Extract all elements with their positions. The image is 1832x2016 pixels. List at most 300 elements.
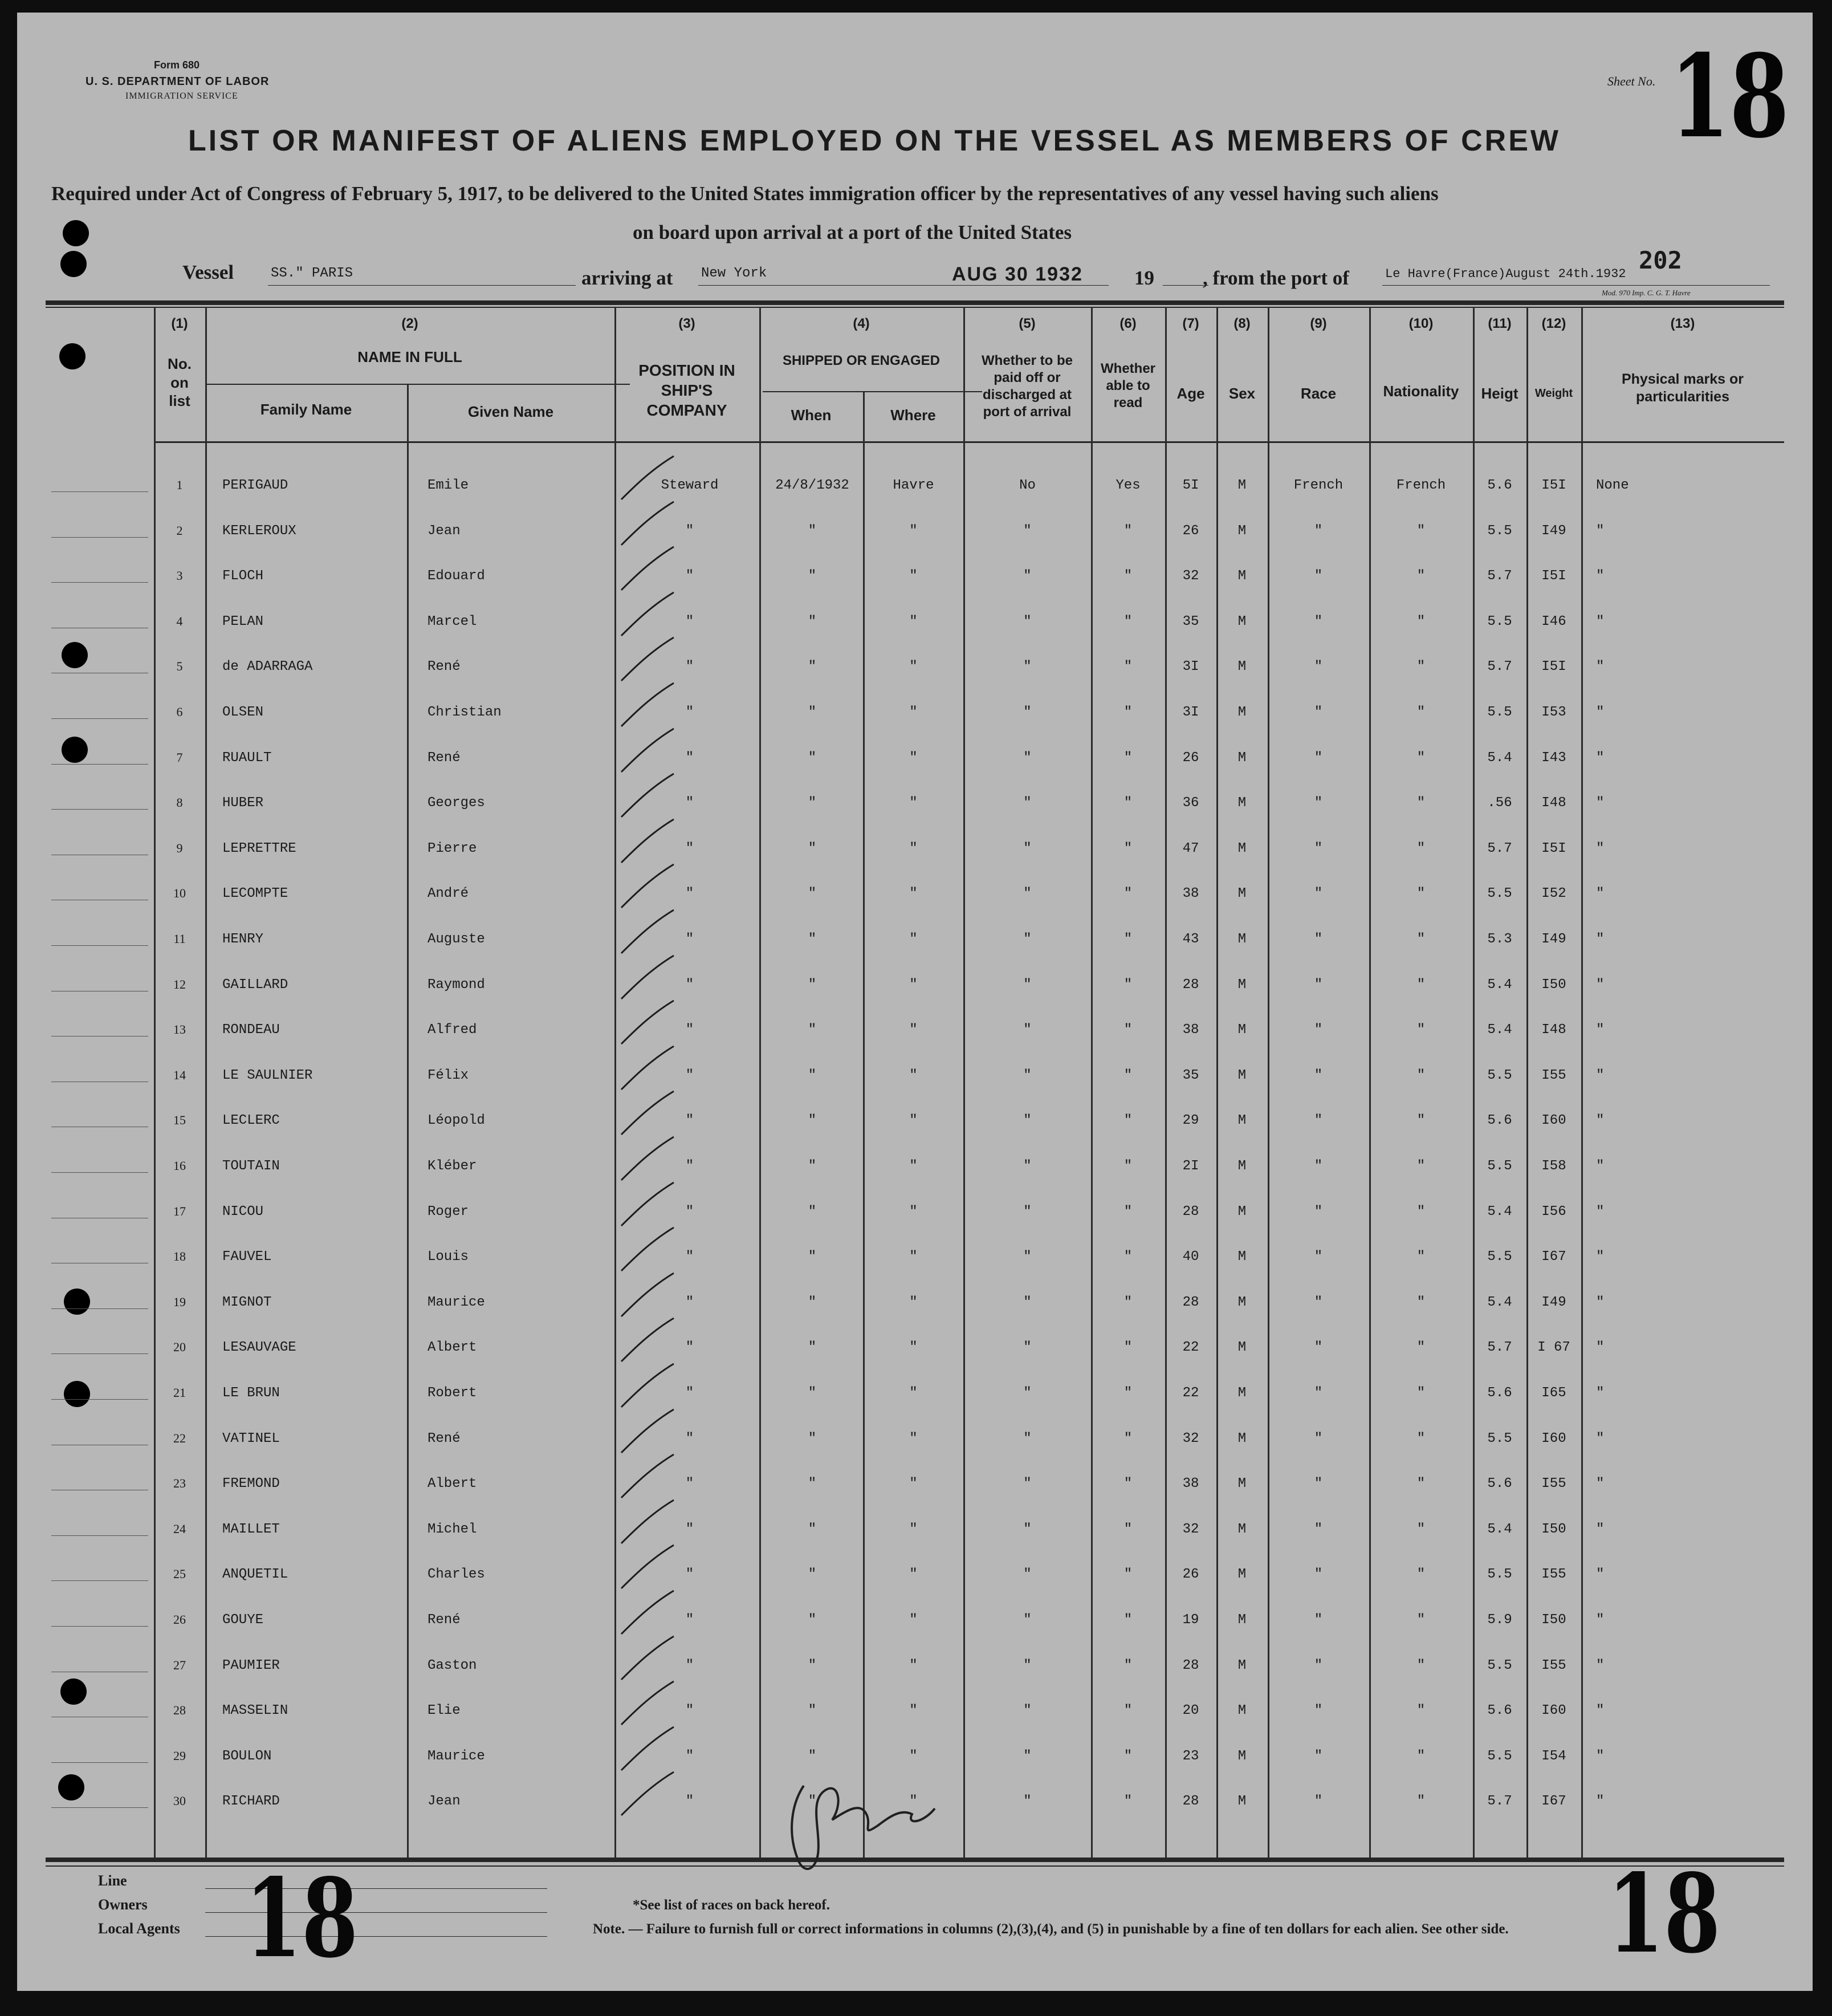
cell-no: 3 (176, 568, 183, 583)
check-mark-icon (617, 1497, 679, 1548)
col-1-header: No. on list (168, 355, 192, 409)
table-row (17, 1295, 1784, 1318)
cell-height: 5.6 (1487, 1385, 1512, 1401)
cell-position: " (685, 1159, 694, 1174)
cell-nationality: " (1416, 1794, 1426, 1810)
cell-when: " (808, 1794, 817, 1810)
cell-age: 23 (1182, 1748, 1199, 1764)
cell-weight: I60 (1541, 1703, 1566, 1719)
cell-when: " (808, 977, 817, 993)
cell-age: 28 (1182, 1294, 1199, 1310)
cell-age: 32 (1182, 1521, 1199, 1537)
col-8-number: (8) (1233, 316, 1251, 331)
check-mark-icon (617, 543, 679, 595)
cell-read: " (1123, 523, 1133, 539)
cell-family: VATINEL (222, 1430, 280, 1446)
cell-paid-off: " (1023, 568, 1032, 584)
cell-race: " (1314, 1385, 1323, 1401)
cell-read: " (1123, 1476, 1133, 1492)
cell-when: " (808, 523, 817, 539)
cell-given: Charles (428, 1567, 485, 1583)
col-2b-header: Given Name (467, 403, 554, 420)
cell-height: 5.7 (1487, 1340, 1512, 1356)
cell-weight: I50 (1541, 977, 1566, 993)
cell-given: Georges (428, 795, 485, 811)
cell-given: Robert (428, 1385, 477, 1401)
cell-no: 11 (173, 932, 186, 946)
cell-paid-off: " (1023, 1067, 1032, 1083)
col-6-number: (6) (1119, 316, 1137, 331)
cell-family: KERLEROUX (222, 523, 296, 539)
cell-sex: M (1237, 523, 1247, 539)
cell-where: Havre (893, 478, 934, 493)
table-row (17, 568, 1784, 591)
cell-family: HENRY (222, 932, 264, 947)
check-mark-icon (617, 1724, 679, 1775)
cell-weight: I43 (1541, 750, 1566, 766)
cell-nationality: " (1416, 840, 1426, 856)
cell-sex: M (1237, 1294, 1247, 1310)
cell-position: " (685, 1794, 694, 1810)
cell-where: " (909, 1567, 918, 1583)
cell-position: " (685, 1340, 694, 1356)
cell-race: " (1314, 750, 1323, 766)
col-7-number: (7) (1182, 316, 1199, 331)
cell-weight: I 67 (1537, 1340, 1570, 1356)
cell-read: " (1123, 1022, 1133, 1038)
cell-sex: M (1237, 1340, 1247, 1356)
cell-race: " (1314, 659, 1323, 675)
cell-position: " (685, 523, 694, 539)
table-row (17, 1658, 1784, 1681)
cell-position: " (685, 1067, 694, 1083)
cell-age: 28 (1182, 977, 1199, 993)
cell-height: 5.6 (1487, 1113, 1512, 1129)
cell-where: " (909, 1476, 918, 1492)
cell-weight: I49 (1541, 932, 1566, 947)
cell-race: " (1314, 1249, 1323, 1265)
cell-marks: " (1596, 977, 1605, 993)
punch-hole (63, 220, 89, 246)
col-10-header: Nationality (1383, 383, 1459, 400)
cell-height: 5.7 (1487, 568, 1512, 584)
cell-nationality: " (1416, 1521, 1426, 1537)
cell-given: Jean (428, 1794, 461, 1810)
cell-race: " (1314, 1748, 1323, 1764)
cell-height: 5.5 (1487, 1159, 1512, 1174)
cell-marks: " (1596, 1204, 1605, 1220)
cell-age: 28 (1182, 1657, 1199, 1673)
cell-sex: M (1237, 886, 1247, 902)
punch-hole (60, 251, 87, 277)
cell-marks: " (1596, 1657, 1605, 1673)
cell-given: Marcel (428, 613, 477, 629)
manifest-sheet (17, 13, 1813, 1991)
cell-age: 26 (1182, 523, 1199, 539)
check-mark-icon (617, 498, 679, 550)
cell-given: Gaston (428, 1657, 477, 1673)
cell-position: " (685, 659, 694, 675)
cell-height: 5.4 (1487, 750, 1512, 766)
cell-given: Léopold (428, 1113, 485, 1129)
cell-family: FAUVEL (222, 1249, 272, 1265)
table-row (17, 795, 1784, 818)
cell-nationality: " (1416, 1113, 1426, 1129)
check-mark-icon (617, 680, 679, 731)
cell-where: " (909, 705, 918, 720)
col-4-header: SHIPPED OR ENGAGED (782, 353, 941, 368)
col-3-header: POSITION IN SHIP'S COMPANY (638, 361, 735, 419)
cell-sex: M (1237, 932, 1247, 947)
cell-marks: " (1596, 659, 1605, 675)
cell-height: 5.4 (1487, 1521, 1512, 1537)
cell-sex: M (1237, 1521, 1247, 1537)
col-9-header: Race (1300, 385, 1337, 402)
cell-where: " (909, 1067, 918, 1083)
cell-nationality: " (1416, 659, 1426, 675)
col-2-header: NAME IN FULL (357, 348, 462, 365)
cell-read: " (1123, 1340, 1133, 1356)
cell-race: " (1314, 977, 1323, 993)
cell-paid-off: " (1023, 795, 1032, 811)
cell-read: " (1123, 1204, 1133, 1220)
cell-no: 7 (176, 750, 183, 765)
cell-age: 35 (1182, 1067, 1199, 1083)
cell-position: " (685, 1022, 694, 1038)
cell-no: 29 (173, 1748, 186, 1763)
mod-note: Mod. 970 Imp. C. G. T. Havre (1602, 288, 1691, 297)
cell-sex: M (1237, 1430, 1247, 1446)
cell-weight: I58 (1541, 1159, 1566, 1174)
col-2-number: (2) (401, 316, 418, 331)
cell-weight: I5I (1541, 478, 1566, 493)
cell-age: 3I (1182, 659, 1199, 675)
cell-marks: " (1596, 1067, 1605, 1083)
cell-marks: " (1596, 750, 1605, 766)
cell-weight: I55 (1541, 1567, 1566, 1583)
cell-nationality: " (1416, 1385, 1426, 1401)
cell-marks: " (1596, 932, 1605, 947)
check-mark-icon (617, 1451, 679, 1502)
cell-paid-off: " (1023, 1113, 1032, 1129)
cell-paid-off: " (1023, 1521, 1032, 1537)
cell-family: LESAUVAGE (222, 1340, 296, 1356)
local-agents-label: Local Agents (98, 1920, 180, 1937)
cell-sex: M (1237, 1204, 1247, 1220)
col-1-number: (1) (171, 316, 188, 331)
cell-sex: M (1237, 1657, 1247, 1673)
cell-family: NICOU (222, 1204, 264, 1220)
cell-family: ANQUETIL (222, 1567, 288, 1583)
cell-age: 36 (1182, 795, 1199, 811)
cell-when: " (808, 1567, 817, 1583)
cell-age: 26 (1182, 750, 1199, 766)
cell-read: " (1123, 1249, 1133, 1265)
cell-sex: M (1237, 1703, 1247, 1719)
page-ref: 202 (1639, 246, 1682, 274)
cell-no: 24 (173, 1521, 186, 1536)
cell-given: Roger (428, 1204, 469, 1220)
cell-family: FLOCH (222, 568, 264, 584)
cell-weight: I60 (1541, 1430, 1566, 1446)
cell-height: 5.7 (1487, 659, 1512, 675)
cell-given: Maurice (428, 1748, 485, 1764)
signature (770, 1769, 963, 1883)
cell-marks: " (1596, 1113, 1605, 1129)
table-row (17, 478, 1784, 501)
cell-given: René (428, 1612, 461, 1628)
cell-family: MASSELIN (222, 1703, 288, 1719)
cell-when: " (808, 659, 817, 675)
cell-read: " (1123, 1567, 1133, 1583)
cell-paid-off: " (1023, 840, 1032, 856)
cell-height: 5.3 (1487, 932, 1512, 947)
cell-age: 22 (1182, 1385, 1199, 1401)
date-stamp: AUG 30 1932 (952, 263, 1083, 285)
cell-when: " (808, 1067, 817, 1083)
cell-marks: " (1596, 886, 1605, 902)
cell-race: " (1314, 795, 1323, 811)
cell-family: RUAULT (222, 750, 272, 766)
table-row (17, 523, 1784, 546)
cell-sex: M (1237, 1567, 1247, 1583)
cell-family: LE BRUN (222, 1385, 280, 1401)
table-row (17, 750, 1784, 773)
cell-read: " (1123, 705, 1133, 720)
cell-age: 32 (1182, 1430, 1199, 1446)
cell-where: " (909, 1249, 918, 1265)
col-2a-header: Family Name (260, 401, 352, 418)
cell-position: " (685, 613, 694, 629)
cell-nationality: " (1416, 932, 1426, 947)
check-mark-icon (617, 770, 679, 822)
cell-no: 21 (173, 1385, 186, 1400)
cell-weight: I60 (1541, 1113, 1566, 1129)
form-number: Form 680 (154, 59, 200, 71)
cell-weight: I5I (1541, 840, 1566, 856)
table-row (17, 1022, 1784, 1045)
cell-where: " (909, 1385, 918, 1401)
cell-position: " (685, 1521, 694, 1537)
cell-no: 10 (173, 886, 186, 901)
check-mark-icon (617, 1224, 679, 1275)
cell-when: " (808, 1249, 817, 1265)
cell-age: 3I (1182, 705, 1199, 720)
cell-height: 5.5 (1487, 1567, 1512, 1583)
cell-family: GOUYE (222, 1612, 264, 1628)
cell-read: " (1123, 1385, 1133, 1401)
check-mark-icon (617, 453, 679, 504)
cell-when: " (808, 750, 817, 766)
table-row (17, 1340, 1784, 1363)
cell-when: " (808, 886, 817, 902)
cell-nationality: " (1416, 1748, 1426, 1764)
col-5-header: Whether to be paid off or discharged at port of arrival (982, 353, 1073, 420)
cell-marks: " (1596, 1703, 1605, 1719)
cell-marks: " (1596, 1430, 1605, 1446)
cell-marks: " (1596, 1521, 1605, 1537)
cell-sex: M (1237, 1612, 1247, 1628)
table-row (17, 1068, 1784, 1091)
table-row (17, 1567, 1784, 1590)
cell-no: 25 (173, 1567, 186, 1582)
cell-sex: M (1237, 1748, 1247, 1764)
cell-nationality: " (1416, 1340, 1426, 1356)
cell-read: " (1123, 1430, 1133, 1446)
cell-sex: M (1237, 613, 1247, 629)
cell-read: " (1123, 659, 1133, 675)
col-3-number: (3) (678, 316, 695, 331)
arriving-value: New York (701, 266, 767, 281)
cell-age: 26 (1182, 1567, 1199, 1583)
cell-nationality: " (1416, 1430, 1426, 1446)
cell-weight: I52 (1541, 886, 1566, 902)
cell-no: 22 (173, 1430, 186, 1445)
check-mark-icon (617, 589, 679, 640)
cell-given: Albert (428, 1340, 477, 1356)
cell-read: " (1123, 1748, 1133, 1764)
races-note: *See list of races on back hereof. (633, 1897, 830, 1913)
cell-no: 18 (173, 1249, 186, 1264)
table-row (17, 1385, 1784, 1408)
cell-where: " (909, 1204, 918, 1220)
cell-where: " (909, 523, 918, 539)
cell-weight: I53 (1541, 705, 1566, 720)
check-mark-icon (617, 1043, 679, 1094)
cell-sex: M (1237, 1794, 1247, 1810)
cell-position: " (685, 1567, 694, 1583)
cell-position: " (685, 1476, 694, 1492)
penalty-note: Note. — Failure to furnish full or correct informations in columns (2),(3),(4), and (5) in punishable by a fine of ten dollars for each alien. See other side. (593, 1921, 1509, 1937)
arriving-label: arriving at (581, 267, 673, 289)
cell-nationality: " (1416, 1249, 1426, 1265)
table-row (17, 705, 1784, 727)
cell-no: 14 (173, 1067, 186, 1082)
cell-when: " (808, 613, 817, 629)
cell-age: 19 (1182, 1612, 1199, 1628)
cell-paid-off: " (1023, 1476, 1032, 1492)
col-13-header: Physical marks or particularities (1621, 371, 1744, 405)
check-mark-icon (617, 1133, 679, 1185)
cell-marks: " (1596, 1159, 1605, 1174)
cell-weight: I48 (1541, 1022, 1566, 1038)
cell-age: 38 (1182, 1022, 1199, 1038)
cell-marks: " (1596, 1385, 1605, 1401)
cell-given: Alfred (428, 1022, 477, 1038)
cell-family: PERIGAUD (222, 478, 288, 493)
cell-when: " (808, 568, 817, 584)
cell-height: 5.9 (1487, 1612, 1512, 1628)
cell-when: " (808, 705, 817, 720)
cell-where: " (909, 1294, 918, 1310)
cell-read: " (1123, 568, 1133, 584)
cell-age: 32 (1182, 568, 1199, 584)
cell-read: " (1123, 1294, 1133, 1310)
cell-no: 19 (173, 1294, 186, 1309)
cell-race: " (1314, 1340, 1323, 1356)
col-4-number: (4) (853, 316, 870, 331)
cell-position: " (685, 840, 694, 856)
cell-weight: I46 (1541, 613, 1566, 629)
cell-nationality: " (1416, 1067, 1426, 1083)
cell-family: MIGNOT (222, 1294, 272, 1310)
cell-read: " (1123, 795, 1133, 811)
cell-nationality: " (1416, 795, 1426, 811)
cell-marks: " (1596, 1476, 1605, 1492)
cell-weight: I5I (1541, 659, 1566, 675)
cell-read: " (1123, 1612, 1133, 1628)
cell-sex: M (1237, 705, 1247, 720)
table-row (17, 932, 1784, 954)
cell-age: 47 (1182, 840, 1199, 856)
cell-no: 2 (176, 523, 183, 538)
cell-when: " (808, 932, 817, 947)
cell-marks: " (1596, 1294, 1605, 1310)
cell-marks: " (1596, 1340, 1605, 1356)
cell-no: 15 (173, 1113, 186, 1128)
cell-nationality: " (1416, 523, 1426, 539)
line-label: Line (98, 1872, 127, 1889)
cell-marks: " (1596, 705, 1605, 720)
cell-paid-off: " (1023, 705, 1032, 720)
cell-read: " (1123, 1657, 1133, 1673)
cell-given: Félix (428, 1067, 469, 1083)
cell-weight: I50 (1541, 1612, 1566, 1628)
cell-given: Jean (428, 523, 461, 539)
cell-marks: " (1596, 1022, 1605, 1038)
cell-read: " (1123, 932, 1133, 947)
cell-race: " (1314, 1567, 1323, 1583)
cell-given: René (428, 659, 461, 675)
col-13-number: (13) (1670, 316, 1695, 331)
cell-where: " (909, 977, 918, 993)
check-mark-icon (617, 1088, 679, 1139)
cell-paid-off: " (1023, 1703, 1032, 1719)
cell-marks: " (1596, 523, 1605, 539)
cell-when: " (808, 1159, 817, 1174)
cell-height: .56 (1487, 795, 1512, 811)
cell-when: 24/8/1932 (775, 478, 849, 493)
cell-no: 28 (173, 1703, 186, 1718)
cell-age: 22 (1182, 1340, 1199, 1356)
check-mark-icon (617, 1542, 679, 1593)
cell-family: LECLERC (222, 1113, 280, 1129)
cell-given: Christian (428, 705, 502, 720)
check-mark-icon (617, 861, 679, 912)
cell-family: HUBER (222, 795, 264, 811)
cell-where: " (909, 886, 918, 902)
cell-given: André (428, 886, 469, 902)
cell-family: RONDEAU (222, 1022, 280, 1038)
cell-weight: I49 (1541, 1294, 1566, 1310)
cell-position: " (685, 795, 694, 811)
subtitle-line-1: Required under Act of Congress of February 5, 1917, to be delivered to the United States immigration officer by the representatives of any vessel having such aliens (51, 182, 1439, 205)
page-title: LIST OR MANIFEST OF ALIENS EMPLOYED ON THE VESSEL AS MEMBERS OF CREW (188, 124, 1561, 157)
cell-paid-off: " (1023, 1748, 1032, 1764)
cell-race: " (1314, 568, 1323, 584)
cell-sex: M (1237, 1249, 1247, 1265)
cell-position: " (685, 1430, 694, 1446)
cell-race: " (1314, 1430, 1323, 1446)
cell-marks: " (1596, 1794, 1605, 1810)
col-12-header: Weight (1534, 387, 1573, 400)
cell-when: " (808, 1385, 817, 1401)
cell-sex: M (1237, 795, 1247, 811)
cell-no: 26 (173, 1612, 186, 1627)
cell-paid-off: " (1023, 1430, 1032, 1446)
cell-paid-off: " (1023, 1204, 1032, 1220)
check-mark-icon (617, 1360, 679, 1412)
